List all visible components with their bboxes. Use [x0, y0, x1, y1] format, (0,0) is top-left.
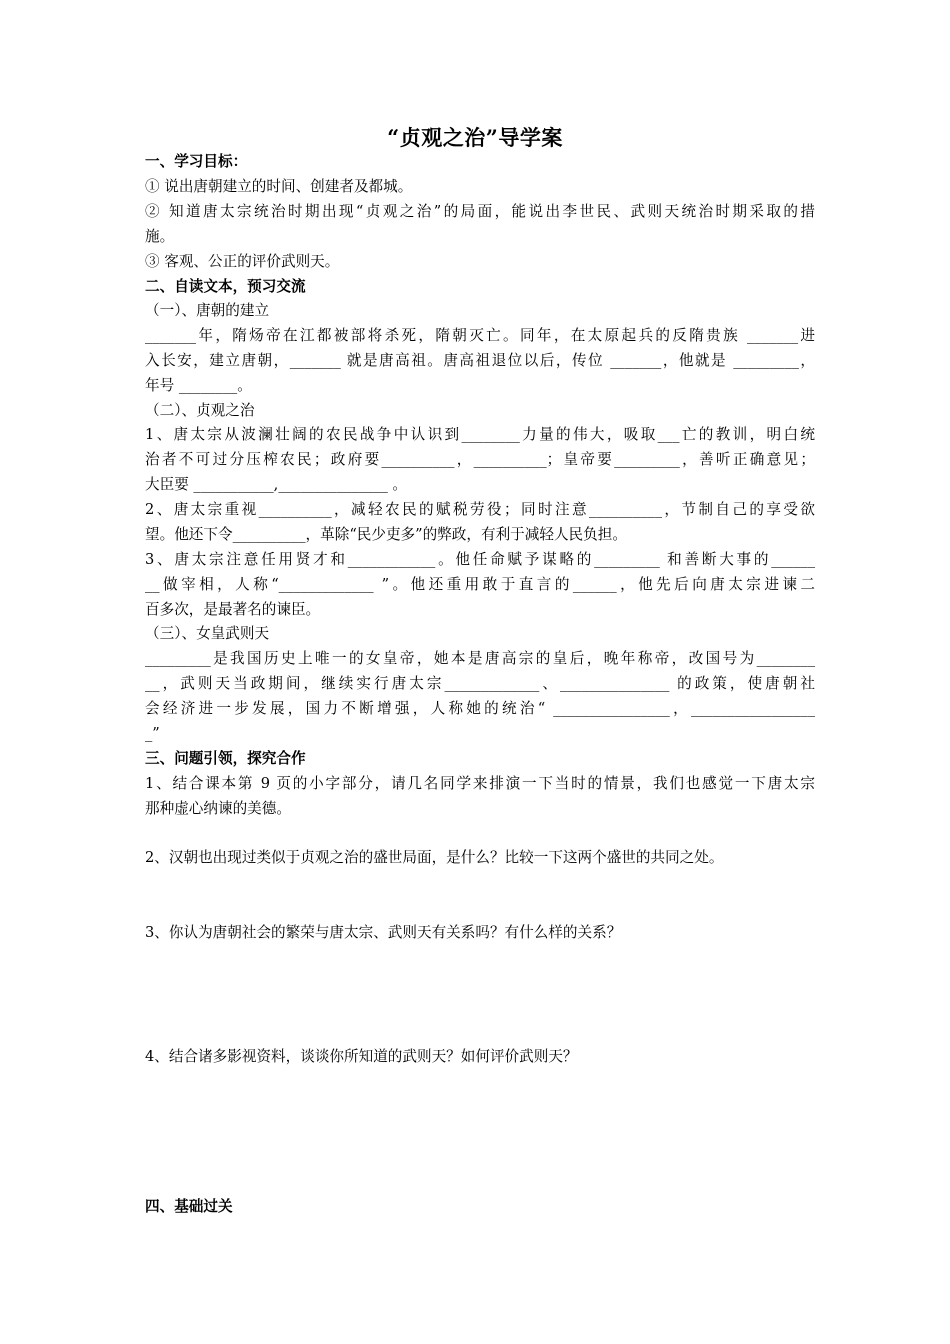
- section4-heading: 四、基础过关: [145, 1198, 233, 1215]
- question-1-line2: 那种虚心纳谏的美德。: [145, 800, 291, 817]
- question-1-line1: 1、结合课本第 9 页的小字部分，请几名同学来排演一下当时的情景，我们也感觉一下唐太宗: [145, 775, 815, 792]
- subsection-1-title: （一）、唐朝的建立: [145, 302, 270, 319]
- section1-heading: 一、学习目标：: [145, 153, 248, 170]
- fill-line: _________是我国历史上唯一的女皇帝，她本是唐高宗的皇后，晚年称帝，改国号为________: [145, 650, 815, 667]
- fill-line: 3、唐太宗注意任用贤才和____________。他任命赋予谋略的_________ 和善断大事的______: [145, 551, 815, 568]
- question-4: 4、结合诸多影视资料，谈谈你所知道的武则天？如何评价武则天？: [145, 1048, 578, 1065]
- section2-heading: 二、自读文本，预习交流: [145, 278, 306, 295]
- fill-line: 大臣要 ___________,_______________ 。: [145, 476, 408, 493]
- fill-line: 入长安，建立唐朝，_______ 就是唐高祖。唐高祖退位以后，传位 _______，他就是 _________，: [145, 352, 815, 369]
- section3-heading: 三、问题引领，探究合作: [145, 750, 306, 767]
- question-3: 3、你认为唐朝社会的繁荣与唐太宗、武则天有关系吗？有什么样的关系？: [145, 924, 622, 941]
- fill-line: __，武则天当政期间，继续实行唐太宗_____________、_______________ 的政策，使唐朝社: [145, 675, 815, 692]
- subsection-3-title: （三）、女皇武则天: [145, 625, 270, 642]
- goal-1: ① 说出唐朝建立的时间、创建者及都城。: [145, 178, 413, 195]
- goal-3: ③ 客观、公正的评价武则天。: [145, 253, 340, 270]
- fill-line: 百多次，是最著名的谏臣。: [145, 601, 321, 618]
- question-2: 2、汉朝也出现过类似于贞观之治的盛世局面，是什么？比较一下这两个盛世的共同之处。: [145, 849, 724, 866]
- goal-2-line1: ② 知道唐太宗统治时期出现“贞观之治”的局面，能说出李世民、武则天统治时期采取的措: [145, 203, 815, 220]
- fill-line: 2、唐太宗重视__________，减轻农民的赋税劳役；同时注意__________，节制自己的享受欲: [145, 501, 815, 518]
- page-title: “贞观之治”导学案: [387, 125, 563, 150]
- fill-line: __做宰相，人称“_____________ ”。他还重用敢于直言的______，他先后向唐太宗进谏二: [145, 576, 815, 593]
- goal-2-line2: 施。: [145, 228, 175, 245]
- fill-line: 会经济进一步发展，国力不断增强，人称她的统治“ ________________，_________________: [145, 700, 815, 717]
- fill-line: 年号 ________。: [145, 377, 252, 394]
- fill-line: 1、唐太宗从波澜壮阔的农民战争中认识到________力量的伟大，吸取___亡的教训，明白统: [145, 426, 815, 443]
- fill-line: _”: [145, 725, 160, 742]
- subsection-2-title: （二）、贞观之治: [145, 402, 255, 419]
- fill-line: _______年，隋炀帝在江都被部将杀死，隋朝灭亡。同年，在太原起兵的反隋贵族 _______进: [145, 327, 815, 344]
- fill-line: 望。他还下令__________，革除“民少吏多”的弊政，有利于减轻人民负担。: [145, 526, 627, 543]
- fill-line: 治者不可过分压榨农民；政府要__________，__________；皇帝要_________，善听正确意见；: [145, 451, 815, 468]
